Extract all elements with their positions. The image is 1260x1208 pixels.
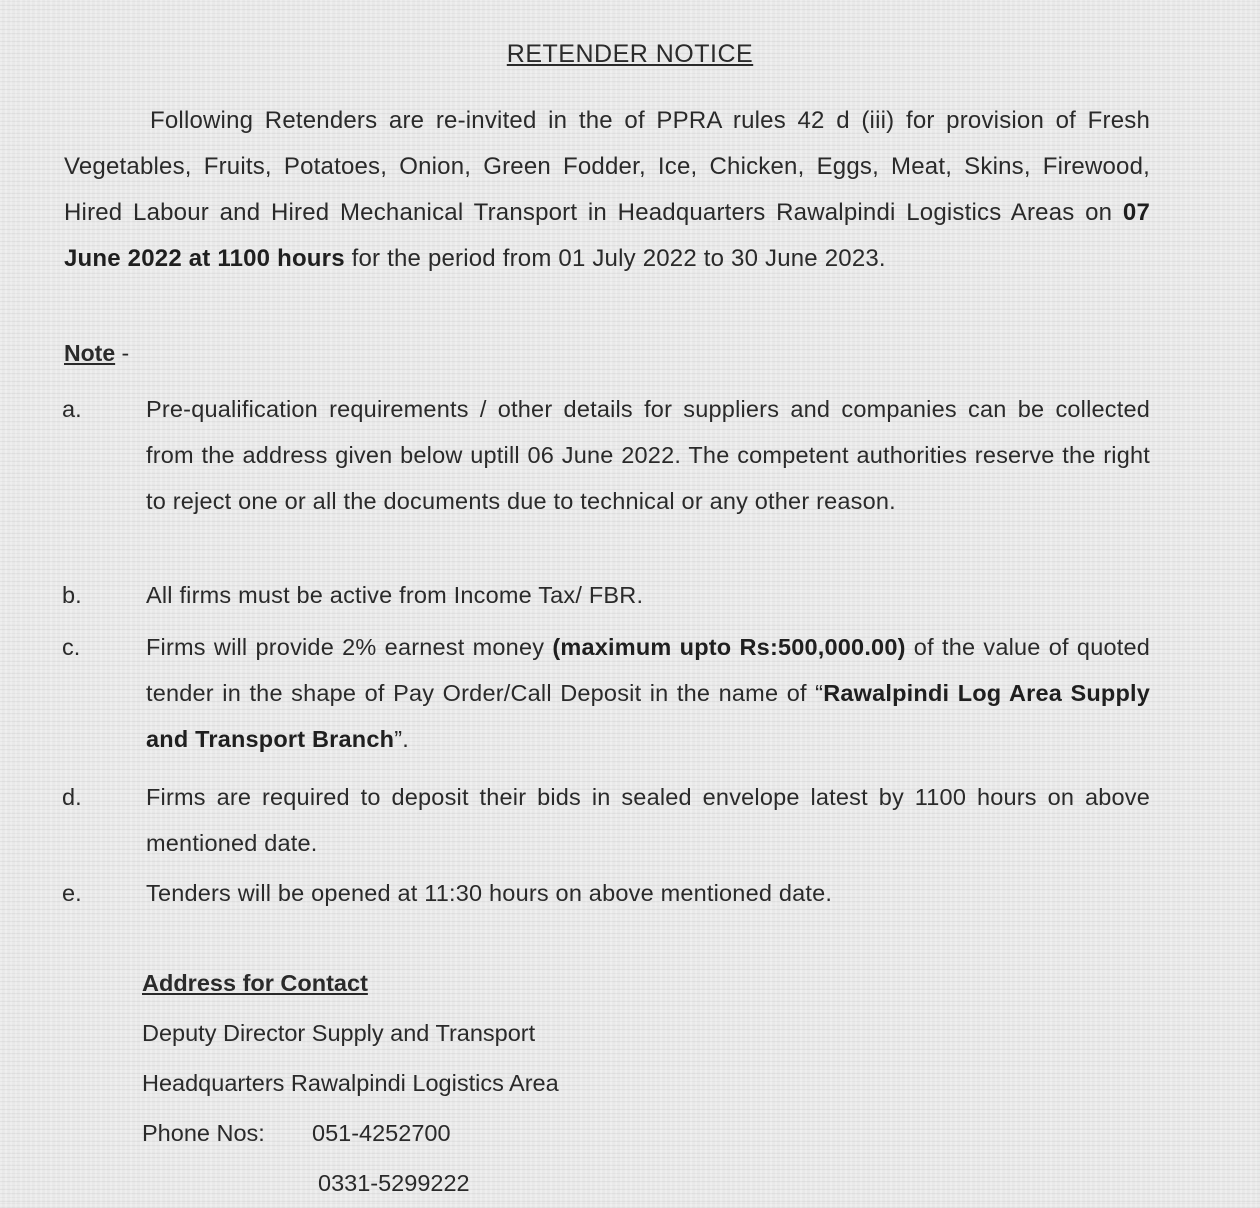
item-text: Tenders will be opened at 11:30 hours on above mentioned date.: [146, 880, 833, 906]
item-letter: d.: [62, 784, 82, 810]
contact-line-1: Deputy Director Supply and Transport: [142, 1020, 536, 1046]
note-suffix: -: [115, 340, 130, 366]
item-text: Firms are required to deposit their bids in sealed envelope latest by 1100 hours on above mentioned date.: [146, 784, 1150, 856]
contact-block: [142, 958, 559, 1208]
item-c-branch-name: Rawalpindi Log Area Supply and Transport Branch: [146, 680, 1150, 752]
phone-number-1: 051-4252700: [312, 1120, 451, 1146]
item-letter: c.: [62, 634, 81, 660]
intro-date-bold: 07 June 2022 at 1100 hours: [64, 199, 1150, 272]
intro-text-2: for the period from 01 July 2022 to 30 June 2023.: [344, 245, 886, 272]
note-item-e: [62, 870, 1150, 916]
item-text: [146, 624, 1150, 762]
item-c-post: ”.: [394, 726, 409, 752]
phone-label: Phone Nos:: [142, 1120, 265, 1146]
phone-row: [142, 1108, 559, 1158]
item-text: All firms must be active from Income Tax/ FBR.: [146, 582, 644, 608]
note-label: Note: [64, 340, 116, 366]
phone-number-2: 0331-5299222: [318, 1170, 470, 1196]
item-letter: a.: [62, 396, 82, 422]
note-item-b: [62, 572, 1150, 618]
notice-title: RETENDER NOTICE: [506, 40, 754, 68]
item-letter: b.: [62, 582, 82, 608]
item-letter: e.: [62, 880, 82, 906]
note-heading: [64, 340, 129, 367]
item-c-mid: of the value of quoted tender in the shape of Pay Order/Call Deposit in the name of “: [146, 634, 1150, 706]
contact-heading: Address for Contact: [142, 970, 368, 996]
note-item-c: [62, 624, 1150, 762]
note-item-d: [62, 774, 1150, 866]
intro-paragraph: [64, 98, 1150, 282]
item-c-pre: Firms will provide 2% earnest money: [146, 634, 553, 660]
contact-line-2: Headquarters Rawalpindi Logistics Area: [142, 1070, 559, 1096]
item-c-max-amount: (maximum upto Rs:500,000.00): [552, 634, 906, 660]
note-item-a: [62, 386, 1150, 524]
item-text: Pre-qualification requirements / other details for suppliers and companies can be collected from the address given below uptill 06 June 2022. The competent authorities reserve the right to reject one or all the documents due to technical or any other reason.: [146, 396, 1150, 514]
intro-text-1: Following Retenders are re-invited in the of PPRA rules 42 d (iii) for provision of Fresh Vegetables, Fruits, Potatoes, Onion, Green Fodder, Ice, Chicken, Eggs, Meat, Skins, Firewood, Hired Labour and Hired Mechanical Transport in Headquarters Rawalpindi Logistics Areas on: [64, 107, 1150, 226]
